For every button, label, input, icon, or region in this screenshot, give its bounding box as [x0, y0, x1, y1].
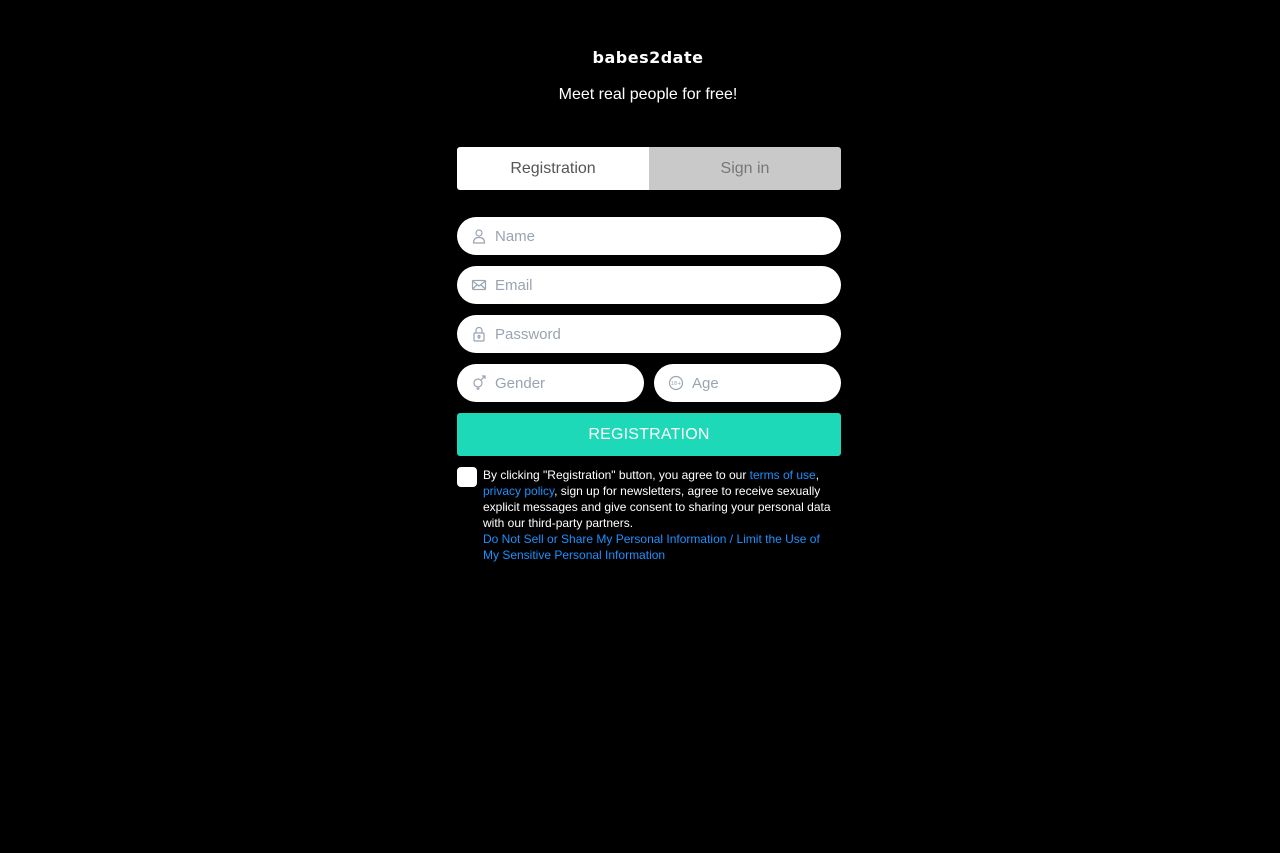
auth-tabs — [457, 147, 841, 190]
consent-text-after: , sign up for newsletters, agree to receive sexually explicit messages and give consent to sharing your personal data with our third-party partners. — [483, 484, 831, 530]
name-input[interactable] — [495, 228, 841, 245]
terms-of-use-link[interactable]: terms of use — [749, 468, 816, 482]
name-field[interactable] — [457, 217, 841, 255]
age-icon — [667, 375, 684, 392]
consent-separator: , — [815, 468, 820, 482]
consent-text — [483, 467, 833, 563]
password-field[interactable] — [457, 315, 841, 353]
age-field[interactable] — [654, 364, 841, 402]
envelope-icon — [470, 277, 487, 294]
svg-text:18+: 18+ — [670, 381, 681, 387]
gender-select[interactable] — [495, 375, 644, 392]
email-field[interactable] — [457, 266, 841, 304]
tab-sign-in[interactable]: Sign in — [649, 147, 841, 190]
registration-form — [457, 147, 841, 563]
age-select[interactable] — [692, 375, 841, 392]
lock-icon — [470, 326, 487, 343]
consent-block — [457, 467, 841, 563]
gender-icon — [470, 375, 487, 392]
password-input[interactable] — [495, 326, 841, 343]
gender-age-row — [457, 364, 841, 402]
do-not-sell-link[interactable]: Do Not Sell or Share My Personal Information / Limit the Use of My Sensitive Personal Information — [483, 532, 820, 562]
gender-field[interactable] — [457, 364, 644, 402]
brand-logo[interactable]: babes2date — [592, 48, 704, 67]
consent-text-before: By clicking "Registration" button, you agree to our — [483, 468, 750, 482]
email-input[interactable] — [495, 277, 841, 294]
registration-button[interactable]: REGISTRATION — [457, 413, 841, 456]
user-icon — [470, 228, 487, 245]
privacy-policy-link[interactable]: privacy policy — [483, 484, 555, 498]
tagline: Meet real people for free! — [558, 86, 738, 103]
consent-checkbox[interactable] — [457, 467, 477, 487]
tab-registration[interactable]: Registration — [457, 147, 649, 190]
